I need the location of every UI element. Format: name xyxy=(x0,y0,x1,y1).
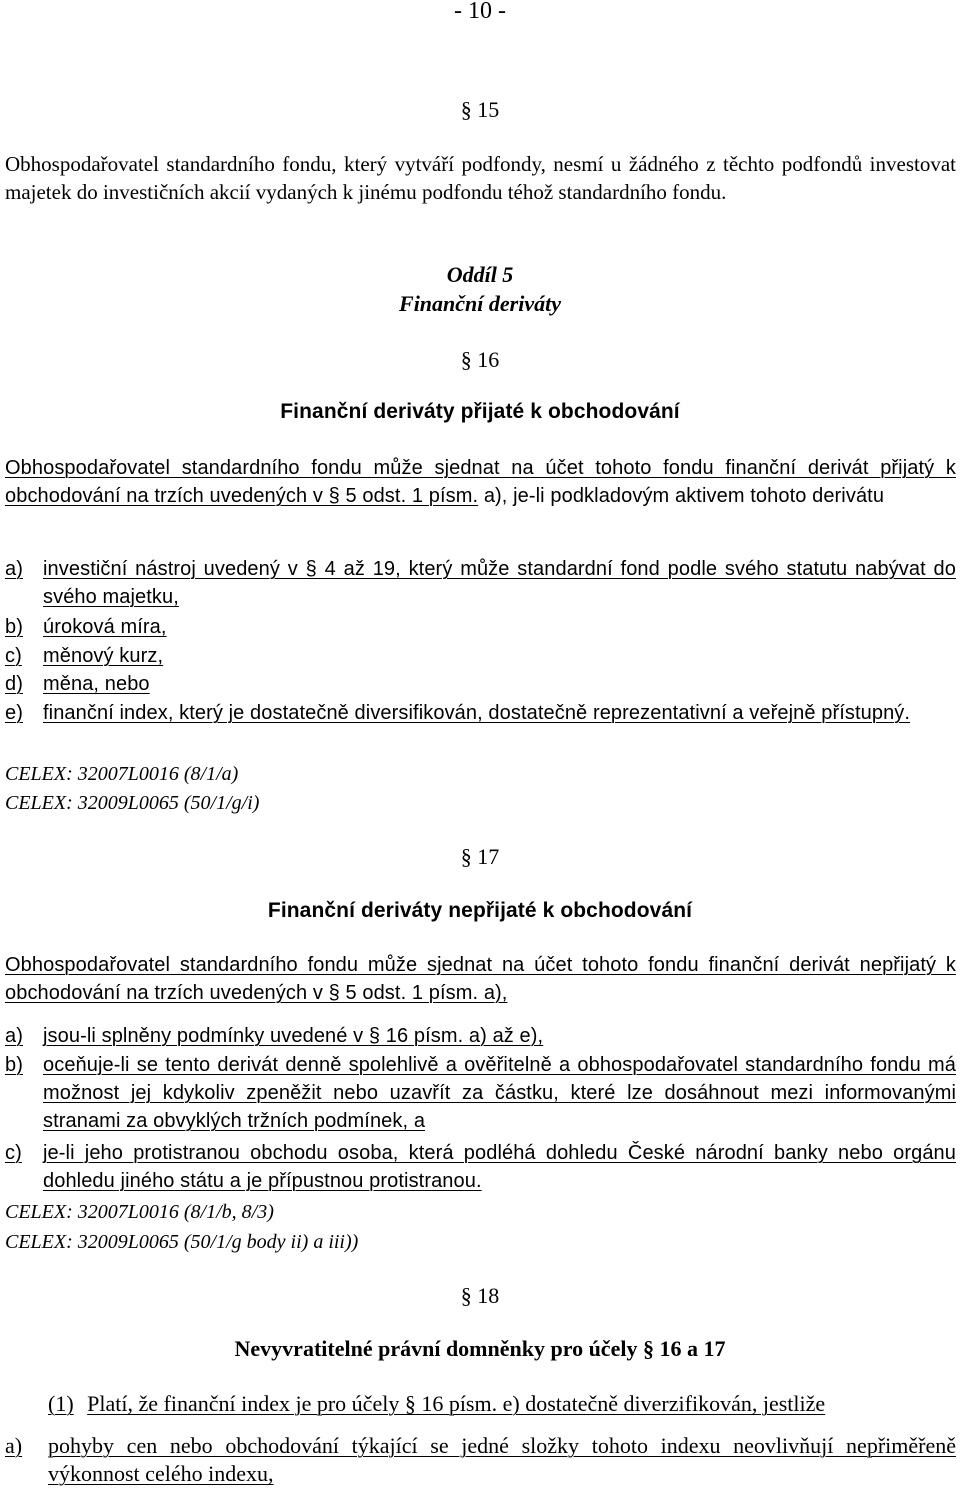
s18-paragraph-1 xyxy=(48,1390,956,1418)
s17-item-a xyxy=(5,1022,956,1050)
section-15-heading: § 15 xyxy=(460,97,500,122)
s16-item-text: investiční nástroj uvedený v § 4 až 19, který může standardní fond podle svého statutu nabývat do svého majetku, xyxy=(43,558,956,608)
s16-item-label: c) xyxy=(5,645,22,667)
s17-item-b xyxy=(5,1051,956,1135)
s16-item-text: měna, nebo xyxy=(43,673,150,695)
s16-item-a xyxy=(5,555,956,611)
s17-item-label: a) xyxy=(5,1025,23,1047)
s17-item-text: je-li jeho protistranou obchodu osoba, která podléhá dohledu České národní banky nebo orgánu dohledu jiného státu a je přípustnou protistranou. xyxy=(43,1142,956,1192)
s17-item-text: jsou-li splněny podmínky uvedené v § 16 písm. a) až e), xyxy=(43,1025,544,1047)
s18-item-text: pohyby cen nebo obchodování týkající se jedné složky tohoto indexu neovlivňují nepřiměřeně výkonnost celého indexu, xyxy=(48,1433,956,1486)
celex-reference: CELEX: 32009L0065 (50/1/g/i) xyxy=(5,792,260,814)
celex-reference: CELEX: 32007L0016 (8/1/a) xyxy=(5,763,239,785)
section-17-title: Finanční deriváty nepřijaté k obchodování xyxy=(267,899,693,922)
section-17-intro: Obhospodařovatel standardního fondu může sjednat na účet tohoto fondu finanční derivát nepřijatý k obchodování na trzích uvedených v § 5 odst. 1 písm. a), xyxy=(5,954,956,1004)
celex-reference: CELEX: 32009L0065 (50/1/g body ii) a iii)) xyxy=(5,1231,359,1253)
s17-item-label: b) xyxy=(5,1054,23,1076)
s18-item-a xyxy=(5,1432,956,1488)
celex-reference: CELEX: 32007L0016 (8/1/b, 8/3) xyxy=(5,1201,274,1223)
s17-item-label: c) xyxy=(5,1142,22,1164)
s16-item-text: úroková míra, xyxy=(43,616,167,638)
s16-item-c xyxy=(5,642,956,670)
s16-item-text: měnový kurz, xyxy=(43,645,164,667)
section-17-heading: § 17 xyxy=(460,844,500,869)
section-16-title: Finanční deriváty přijaté k obchodování xyxy=(280,400,680,423)
page-number: - 10 - xyxy=(454,0,506,24)
section-16-intro-rest: a), je-li podkladovým aktivem tohoto derivátu xyxy=(478,485,885,507)
section-15-text: Obhospodařovatel standardního fondu, který vytváří podfondy, nesmí u žádného z těchto podfondů investovat majetek do investičních akcií vydaných k jinému podfondu téhož standardního fondu. xyxy=(5,152,956,204)
s18-paragraph-1-text: Platí, že finanční index je pro účely § 16 písm. e) dostatečně diverzifikován, jestliže xyxy=(87,1391,826,1416)
s16-item-e xyxy=(5,699,956,727)
section-18-heading: § 18 xyxy=(460,1283,500,1308)
s18-item-label: a) xyxy=(5,1433,23,1458)
s16-item-b xyxy=(5,613,956,641)
s16-item-label: e) xyxy=(5,702,23,724)
section-18-title: Nevyvratitelné právní domněnky pro účely § 16 a 17 xyxy=(234,1336,726,1361)
section-16-intro xyxy=(5,454,956,510)
section-16-intro-underlined: Obhospodařovatel standardního fondu může sjednat na účet tohoto fondu finanční derivát přijatý k obchodování na trzích uvedených v § 5 odst. 1 písm. xyxy=(5,457,956,507)
s18-paragraph-1-label: (1) xyxy=(48,1391,74,1416)
s17-item-text: oceňuje-li se tento derivát denně spolehlivě a ověřitelně a obhospodařovatel standardního fondu má možnost jej kdykoliv zpeněžit nebo uzavřít za částku, které lze dosáhnout mezi informovanými stranami za obvyklých tržních podmínek, a xyxy=(43,1054,956,1132)
section-16-heading: § 16 xyxy=(460,347,500,372)
s16-item-label: a) xyxy=(5,558,23,580)
s16-item-d xyxy=(5,670,956,698)
s16-item-label: d) xyxy=(5,673,23,695)
division-title: Finanční deriváty xyxy=(399,291,561,316)
division-number: Oddíl 5 xyxy=(446,262,514,287)
s16-item-label: b) xyxy=(5,616,23,638)
s17-item-c xyxy=(5,1139,956,1195)
s16-item-text: finanční index, který je dostatečně diversifikován, dostatečně reprezentativní a veřejně přístupný. xyxy=(43,702,911,724)
